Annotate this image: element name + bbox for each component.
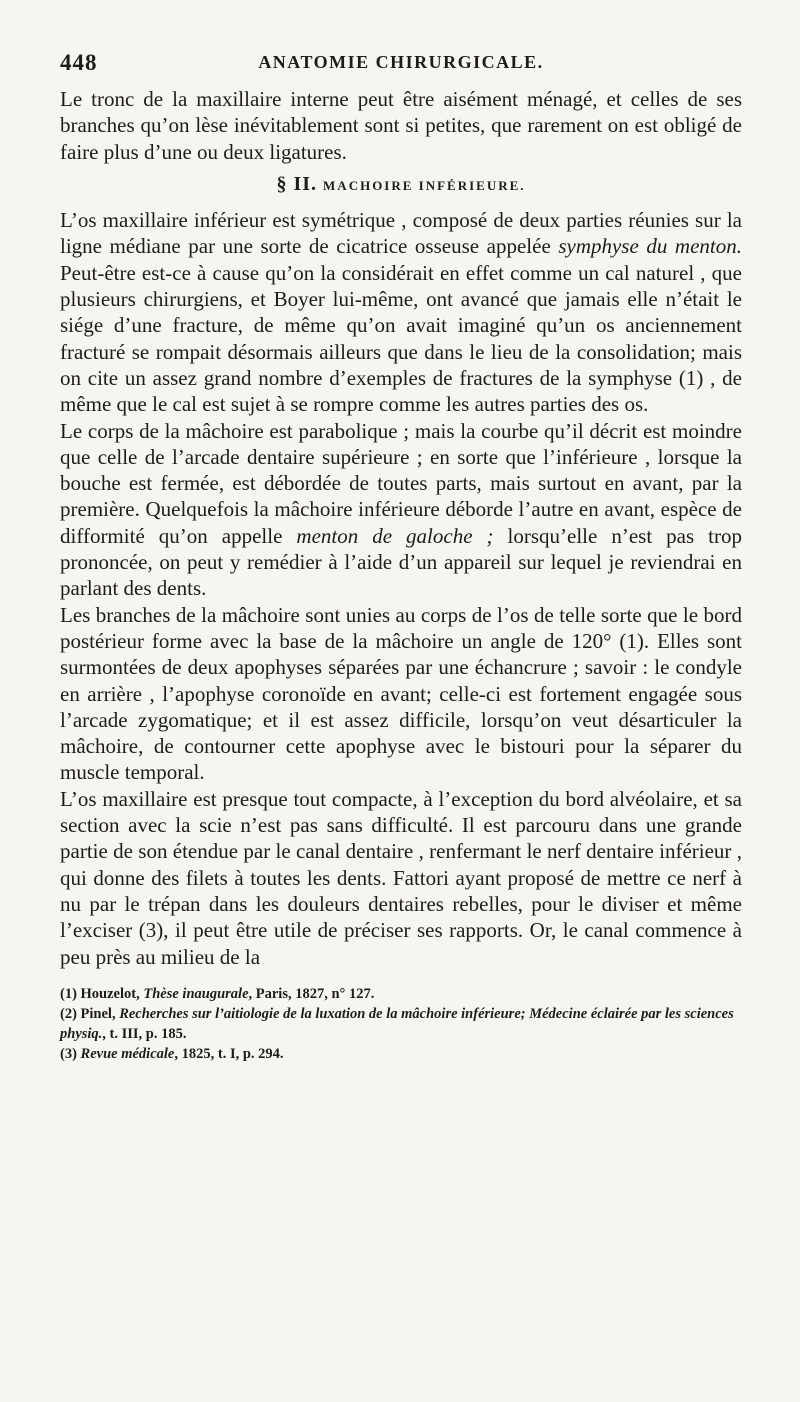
paragraph-2-text-a: L’os maxillaire inférieur est symétrique , composé de deux parties réunies sur la ligne médiane par une sorte de cicatrice osseuse appelée bbox=[60, 208, 742, 259]
footnote-2-italic: Recherches sur l’aitiologie de la luxation de la mâchoire inférieure; Médecine éclairée par les sciences physiq. bbox=[60, 1005, 734, 1042]
page-number: 448 bbox=[60, 50, 98, 75]
paragraph-3-text-b: lorsqu’elle n’est pas trop prononcée, on peut y remédier à l’aide d’un appareil sur lequel je reviendrai en parlant des dents. bbox=[60, 523, 742, 601]
section-title: MACHOIRE INFÉRIEURE. bbox=[323, 177, 526, 193]
page-header bbox=[60, 50, 742, 86]
paragraph-2 bbox=[60, 207, 742, 417]
footnote-3-a: (3) bbox=[60, 1045, 81, 1062]
footnote-3 bbox=[60, 1044, 742, 1064]
paragraph-3 bbox=[60, 418, 742, 602]
footnote-2-a: (2) Pinel, bbox=[60, 1005, 120, 1022]
footnotes bbox=[60, 984, 742, 1064]
body-text bbox=[60, 86, 742, 970]
paragraph-1: Le tronc de la maxillaire interne peut être aisément ménagé, et celles de ses branches qu’on lèse inévitablement sont si petites, que rarement on est obligé de faire plus d’une ou deux ligatures. bbox=[60, 87, 742, 164]
footnote-3-italic: Revue médicale bbox=[80, 1045, 175, 1062]
footnote-1 bbox=[60, 984, 742, 1004]
paragraph-2-italic: symphyse du menton. bbox=[558, 234, 742, 259]
paragraph-5: L’os maxillaire est presque tout compacte, à l’exception du bord alvéolaire, et sa section avec la scie n’est pas sans difficulté. Il est parcouru dans une grande partie de son étendue par le canal dentaire , renfermant le nerf dentaire inférieur , qui donne des filets à toutes les dents. Fattori ayant proposé de mettre ce nerf à nu par le trépan dans les douleurs dentaires rebelles, pour le diviser et même l’exciser (3), il peut être utile de préciser ses rapports. Or, le canal commence à peu près au milieu de la bbox=[60, 786, 742, 969]
document-page bbox=[60, 50, 742, 1064]
section-mark: § II. bbox=[276, 172, 318, 195]
footnote-2-b: , t. III, p. 185. bbox=[102, 1025, 187, 1042]
footnote-2 bbox=[60, 1004, 742, 1044]
paragraph-3-italic: menton de galoche ; bbox=[296, 523, 494, 548]
footnote-1-b: , Paris, 1827, n° 127. bbox=[248, 985, 375, 1002]
paragraph-4: Les branches de la mâchoire sont unies au corps de l’os de telle sorte que le bord postérieur forme avec la base de la mâchoire un angle de 120° (1). Elles sont surmontées de deux apophyses séparées par une échancrure ; savoir : le condyle en arrière , l’apophyse coronoïde en avant; celle-ci est fortement engagée sous l’arcade zygomatique; et il est assez difficile, lorsqu’on veut désarticuler la mâchoire, de contourner cette apophyse avec le bistouri pour la séparer du muscle temporal. bbox=[60, 602, 742, 785]
section-heading bbox=[60, 171, 742, 199]
footnote-1-a: (1) Houzelot, bbox=[60, 985, 144, 1002]
paragraph-3-text-a: Le corps de la mâchoire est parabolique ; mais la courbe qu’il décrit est moindre que celle de l’arcade dentaire supérieure ; en sorte que l’inférieure , lorsque la bouche est fermée, est débordée de toutes parts, mais surtout en avant, par la première. Quelquefois la mâchoire inférieure déborde l’autre en avant, espèce de difformité qu’on appelle bbox=[60, 418, 742, 548]
paragraph-2-text-b: Peut-être est-ce à cause qu’on la considérait en effet comme un cal naturel , que plusieurs chirurgiens, et Boyer lui-même, ont avancé que jamais elle n’était le siége d’une fracture, de même qu’on avait imaginé qu’un os anciennement fracturé se rompait désormais ailleurs que dans le lieu de la consolidation; mais on cite un assez grand nombre d’exemples de fractures de la symphyse (1) , de même que le cal est sujet à se rompre comme les autres parties des os. bbox=[60, 260, 742, 417]
footnote-3-b: , 1825, t. I, p. 294. bbox=[174, 1045, 284, 1062]
footnote-1-italic: Thèse inaugurale bbox=[143, 985, 249, 1002]
running-title: ANATOMIE CHIRURGICALE. bbox=[258, 52, 544, 72]
